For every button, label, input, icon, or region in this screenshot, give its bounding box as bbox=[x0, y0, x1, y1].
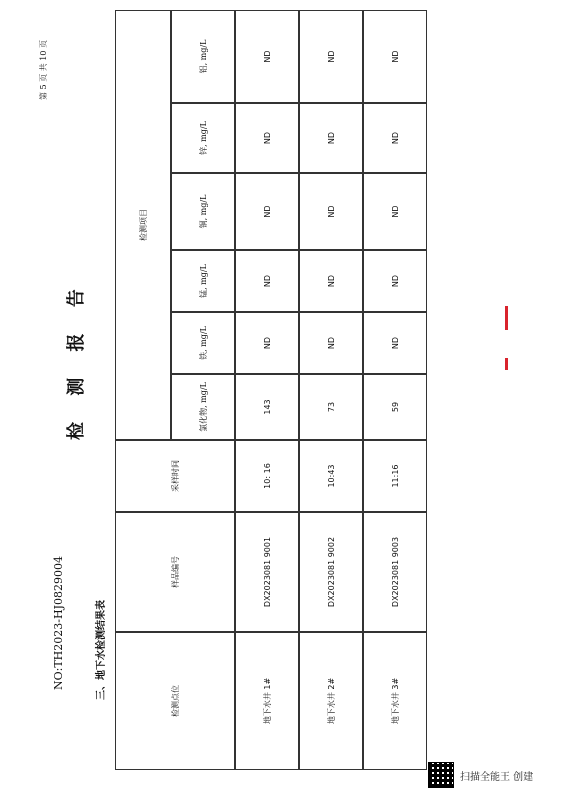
col-header-sample-id: 样品编号 bbox=[115, 512, 235, 632]
table-cell: ND bbox=[299, 173, 363, 250]
col-header-copper: 铜, mg/L bbox=[171, 173, 235, 250]
table-cell: DX2023081 9003 bbox=[363, 512, 427, 632]
qr-code-icon bbox=[428, 762, 454, 788]
table-cell: ND bbox=[363, 173, 427, 250]
table-cell: 地下水井 1# bbox=[235, 632, 299, 770]
table-cell: ND bbox=[235, 103, 299, 173]
table-cell: 143 bbox=[235, 374, 299, 440]
col-header-zinc: 锌, mg/L bbox=[171, 103, 235, 173]
table-cell: ND bbox=[235, 10, 299, 103]
col-header-iron: 铁, mg/L bbox=[171, 312, 235, 374]
group-header-test-items: 检测项目 bbox=[115, 10, 171, 440]
col-header-location: 检测点位 bbox=[115, 632, 235, 770]
table-cell: ND bbox=[363, 103, 427, 173]
table-cell: ND bbox=[235, 312, 299, 374]
report-title: 检 测 报 告 bbox=[66, 279, 87, 440]
table-cell: 11:16 bbox=[363, 440, 427, 512]
table-cell: DX2023081 9002 bbox=[299, 512, 363, 632]
results-table bbox=[115, 10, 429, 770]
table-cell: ND bbox=[363, 250, 427, 312]
table-cell: ND bbox=[299, 250, 363, 312]
table-cell: ND bbox=[363, 312, 427, 374]
table-cell: 地下水井 2# bbox=[299, 632, 363, 770]
table-cell: 73 bbox=[299, 374, 363, 440]
page-number: 第 5 页 共 10 页 bbox=[39, 40, 48, 100]
col-header-aluminum: 铝, mg/L bbox=[171, 10, 235, 103]
section-title: 三、地下水检测结果表 bbox=[96, 600, 107, 700]
scanner-app-text: 扫描全能王 创建 bbox=[460, 771, 534, 783]
table-cell: ND bbox=[235, 173, 299, 250]
table-cell: 59 bbox=[363, 374, 427, 440]
table-cell: DX2023081 9001 bbox=[235, 512, 299, 632]
table-cell: 10:43 bbox=[299, 440, 363, 512]
table-cell: 10: 16 bbox=[235, 440, 299, 512]
table-cell: ND bbox=[299, 10, 363, 103]
red-stamp-mark bbox=[505, 358, 508, 370]
table-cell: 地下水井 3# bbox=[363, 632, 427, 770]
table-cell: ND bbox=[299, 312, 363, 374]
col-header-chloride: 氯化物, mg/L bbox=[171, 374, 235, 440]
table-cell: ND bbox=[363, 10, 427, 103]
col-header-manganese: 锰, mg/L bbox=[171, 250, 235, 312]
table-cell: ND bbox=[235, 250, 299, 312]
table-cell: ND bbox=[299, 103, 363, 173]
scanner-footer bbox=[428, 762, 558, 788]
report-number: NO:TH2023-HJ0829004 bbox=[52, 556, 65, 690]
red-stamp-mark bbox=[505, 306, 508, 330]
col-header-sampling-time: 采样时间 bbox=[115, 440, 235, 512]
